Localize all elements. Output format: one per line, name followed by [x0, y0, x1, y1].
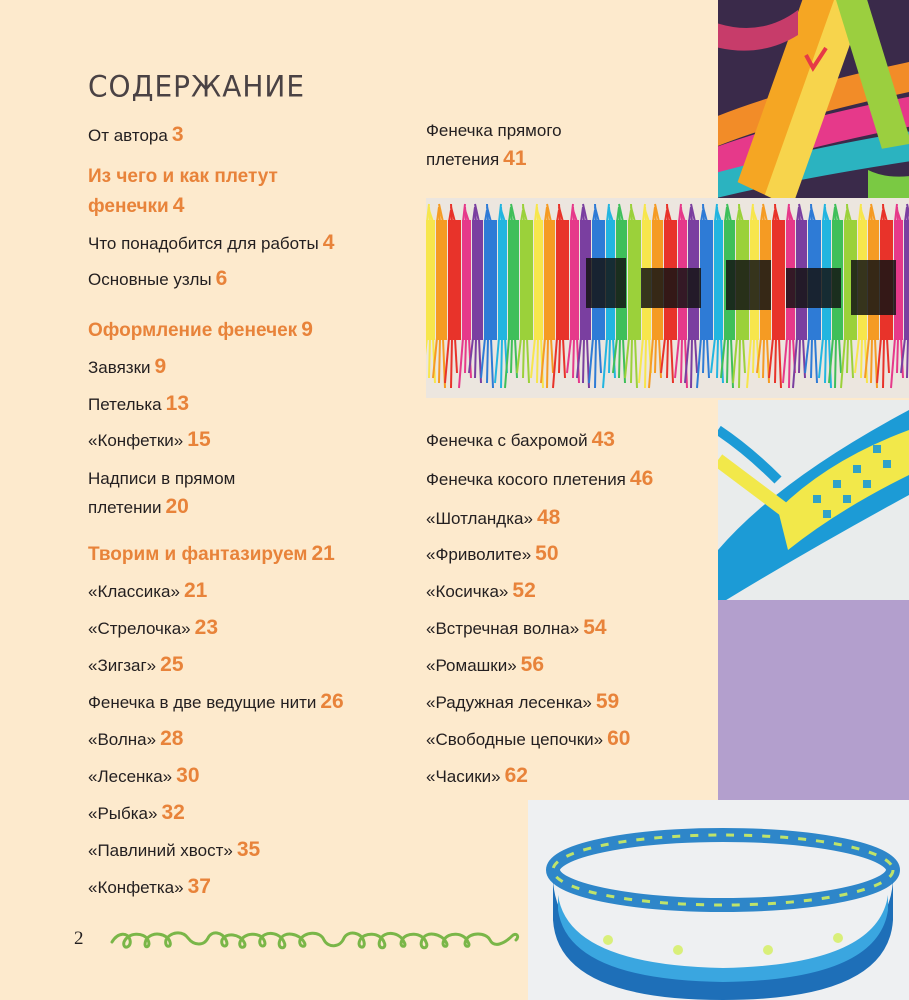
- toc-entry[interactable]: [88, 492, 189, 522]
- toc-entry-page: 26: [320, 690, 344, 713]
- toc-entry-page: 25: [160, 653, 184, 676]
- toc-entry[interactable]: [426, 425, 615, 455]
- toc-entry-page: 62: [504, 764, 528, 787]
- toc-entry-page: 37: [187, 875, 211, 898]
- toc-entry[interactable]: [426, 650, 544, 680]
- toc-section-label: Из чего и как плетут: [88, 166, 278, 187]
- toc-entry-label: «Павлиний хвост»: [88, 841, 233, 860]
- toc-entry-page: 52: [512, 579, 536, 602]
- toc-entry[interactable]: [88, 120, 184, 150]
- toc-entry-label: «Радужная лесенка»: [426, 693, 592, 712]
- toc-entry[interactable]: [426, 144, 527, 174]
- toc-entry-label: «Рыбка»: [88, 804, 158, 823]
- toc-entry[interactable]: [88, 835, 260, 865]
- toc-section-page: 9: [301, 318, 313, 341]
- toc-entry[interactable]: [88, 264, 227, 294]
- toc-entry[interactable]: [88, 464, 235, 493]
- toc-entry[interactable]: [88, 761, 200, 791]
- toc-section[interactable]: [88, 162, 278, 191]
- toc-entry-label: Фенечка косого плетения: [426, 470, 626, 489]
- toc-entry-page: 32: [161, 801, 185, 824]
- toc-entry[interactable]: [426, 116, 562, 145]
- toc-entry-label: «Ромашки»: [426, 656, 517, 675]
- toc-entry[interactable]: [426, 761, 528, 791]
- toc-entry[interactable]: [88, 724, 183, 754]
- toc-entry-label: «Зигзаг»: [88, 656, 157, 675]
- decorative-squiggle: [108, 918, 528, 958]
- toc-entry[interactable]: [426, 503, 560, 533]
- toc-entry-label: Надписи в прямом: [88, 469, 236, 488]
- toc-entry-label: «Часики»: [426, 767, 501, 786]
- toc-entry[interactable]: [88, 389, 189, 419]
- toc-entry-label: плетения: [426, 150, 500, 169]
- toc-entry-label: «Классика»: [88, 582, 180, 601]
- toc-entry-label: Что понадобится для работы: [88, 234, 319, 253]
- photo-blue-yellow-bracelet: [718, 400, 909, 600]
- toc-entry-page: 28: [160, 727, 184, 750]
- color-block: [718, 600, 909, 800]
- toc-section-page: 4: [172, 194, 185, 217]
- toc-entry-page: 9: [154, 355, 167, 378]
- photo-rainbow-bracelet: [426, 198, 909, 398]
- toc-entry-label: плетении: [88, 498, 162, 517]
- toc-entry-label: Фенечка с бахромой: [426, 431, 588, 450]
- toc-entry-page: 56: [520, 653, 545, 676]
- toc-entry[interactable]: [88, 352, 166, 382]
- toc-entry[interactable]: [426, 576, 536, 606]
- toc-entry-page: 46: [629, 467, 654, 490]
- toc-entry-label: Основные узлы: [88, 270, 212, 289]
- toc-entry[interactable]: [88, 798, 185, 828]
- page-number: 2: [74, 928, 84, 949]
- toc-entry-label: От автора: [88, 126, 168, 145]
- toc-section-page: 21: [311, 542, 335, 565]
- toc-entry-page: 54: [583, 616, 607, 639]
- toc-entry-label: «Шотландка»: [426, 509, 533, 528]
- toc-entry-label: «Косичка»: [426, 582, 509, 601]
- toc-entry[interactable]: [88, 613, 218, 643]
- toc-entry-label: «Свободные цепочки»: [426, 730, 604, 749]
- toc-entry-label: «Конфетка»: [88, 878, 184, 897]
- toc-entry-page: 4: [322, 231, 335, 254]
- toc-entry-page: 20: [165, 495, 189, 518]
- toc-entry[interactable]: [426, 464, 653, 494]
- toc-entry[interactable]: [88, 228, 334, 258]
- toc-section-label: фенечки: [88, 196, 169, 217]
- toc-entry-page: 41: [503, 147, 527, 170]
- toc-entry-label: «Стрелочка»: [88, 619, 191, 638]
- toc-section-label: Творим и фантазируем: [88, 544, 308, 565]
- toc-entry-label: «Лесенка»: [88, 767, 173, 786]
- toc-section-label: Оформление фенечек: [88, 320, 298, 341]
- toc-entry-label: Фенечка в две ведущие нити: [88, 693, 317, 712]
- photo-bracelets-pile: [718, 0, 909, 198]
- toc-entry[interactable]: [88, 872, 211, 902]
- toc-entry-page: 59: [595, 690, 620, 713]
- toc-entry[interactable]: [426, 539, 559, 569]
- toc-entry-page: 30: [176, 764, 200, 787]
- toc-entry-label: «Волна»: [88, 730, 157, 749]
- toc-entry-page: 21: [183, 579, 208, 602]
- toc-entry[interactable]: [426, 724, 630, 754]
- toc-entry-page: 50: [535, 542, 559, 565]
- toc-section[interactable]: [88, 539, 335, 569]
- page-title: СОДЕРЖАНИЕ: [88, 69, 306, 104]
- toc-entry-page: 48: [536, 506, 561, 529]
- toc-entry[interactable]: [426, 687, 619, 717]
- toc-entry-label: Петелька: [88, 395, 162, 414]
- toc-entry-label: Фенечка прямого: [426, 121, 562, 140]
- toc-entry[interactable]: [88, 687, 344, 717]
- toc-entry-label: «Фриволите»: [426, 545, 532, 564]
- toc-entry-page: 13: [165, 392, 189, 415]
- toc-entry-page: 23: [194, 616, 218, 639]
- toc-entry-page: 35: [236, 838, 261, 861]
- toc-entry-page: 3: [171, 123, 184, 146]
- toc-entry-page: 43: [591, 428, 615, 451]
- toc-entry-page: 60: [607, 727, 631, 750]
- toc-entry-label: Завязки: [88, 358, 151, 377]
- toc-section[interactable]: [88, 191, 184, 221]
- photo-blue-round-bracelet: [528, 800, 909, 1000]
- toc-entry-page: 6: [215, 267, 228, 290]
- toc-entry[interactable]: [88, 576, 207, 606]
- toc-entry-label: «Встречная волна»: [426, 619, 580, 638]
- toc-entry-page: 15: [187, 428, 211, 451]
- toc-entry-label: «Конфетки»: [88, 431, 184, 450]
- toc-entry[interactable]: [88, 650, 184, 680]
- toc-entry[interactable]: [88, 425, 211, 455]
- toc-entry[interactable]: [426, 613, 607, 643]
- toc-section[interactable]: [88, 315, 313, 345]
